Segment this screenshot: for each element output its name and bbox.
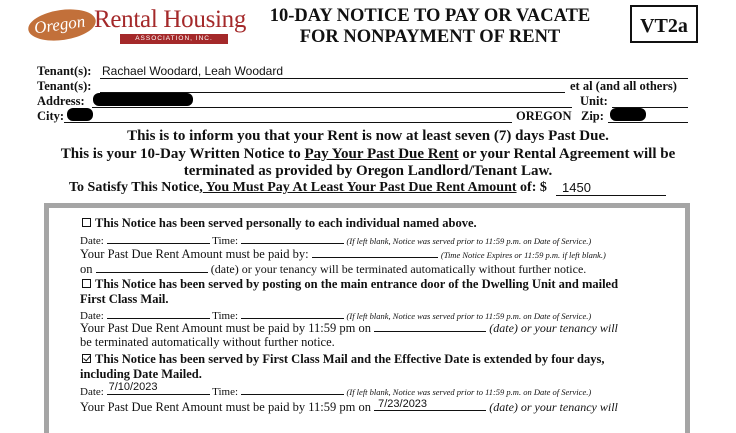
option-mail-service[interactable]: This Notice has been served by First Class Mail and the Effective Date is extended by four days, (82, 352, 604, 367)
tenants-label: Tenant(s): (37, 64, 92, 78)
notice-title-line2: FOR NONPAYMENT OF RENT (299, 27, 561, 47)
zip-line[interactable] (608, 122, 688, 123)
option-posted-service[interactable]: This Notice has been served by posting on the main entrance door of the Dwelling Unit and mailed (82, 277, 618, 292)
city-line[interactable] (64, 122, 512, 123)
address-label: Address: (37, 94, 85, 108)
address-redaction (93, 93, 193, 106)
checkbox-personal-service[interactable] (82, 218, 91, 227)
checkbox-posted-service[interactable] (82, 279, 91, 288)
form-code-box: VT2a (630, 5, 698, 43)
logo-oregon-text: Oregon (32, 11, 87, 38)
notice-title-line1: 10-DAY NOTICE TO PAY OR VACATE (269, 6, 591, 26)
oregon-rental-housing-logo (28, 4, 247, 46)
zip-label: Zip: (581, 109, 604, 123)
option2-line2: First Class Mail. (80, 292, 169, 306)
checkbox-mail-service-checked[interactable] (82, 354, 91, 363)
logo-rental-housing-text: Rental Housing (94, 6, 247, 33)
logo-association-text: ASSOCIATION, INC. (120, 34, 228, 44)
option3-date-row: Date: 7/10/2023 Time: (If left blank, Notice was served prior to 11:59 p.m. on Date of Service.) (80, 381, 592, 398)
satisfy-line: To Satisfy This Notice, You Must Pay At Least Your Past Due Rent Amount of: $ (69, 180, 547, 195)
tenants-value[interactable]: Rachael Woodard, Leah Woodard (102, 64, 284, 78)
option3-service-date: 7/10/2023 (108, 381, 158, 393)
option2-terminated: be terminated automatically without further notice. (80, 335, 335, 349)
city-label: City: (37, 109, 65, 123)
option2-paid-row: Your Past Due Rent Amount must be paid by 11:59 pm on (date) or your tenancy will (80, 321, 618, 335)
state-label: OREGON (516, 109, 572, 123)
option3-line2: including Date Mailed. (80, 367, 202, 381)
past-due-amount[interactable]: 1450 (562, 180, 591, 195)
address-line[interactable] (92, 107, 572, 108)
intro-line2: This is your 10-Day Written Notice to Pay Your Past Due Rent or your Rental Agreement will be (60, 146, 676, 162)
option1-paid-row: Your Past Due Rent Amount must be paid by: (Time Notice Expires or 11:59 p.m. if left blank.) (80, 247, 606, 261)
option1-date-row: Date: Time: (If left blank, Notice was served prior to 11:59 p.m. on Date of Service.) (80, 232, 591, 247)
intro-line1: This is to inform you that your Rent is now at least seven (7) days Past Due. (127, 128, 609, 144)
amount-line (556, 195, 666, 196)
option1-on-row: on (date) or your tenancy will be terminated automatically without further notice. (80, 262, 587, 276)
city-redaction (67, 108, 93, 121)
option-personal-service[interactable]: This Notice has been served personally to each individual named above. (82, 216, 477, 231)
unit-label: Unit: (580, 94, 608, 108)
option3-paid-row: Your Past Due Rent Amount must be paid by 11:59 pm on 7/23/2023 (date) or your tenancy will (80, 398, 618, 414)
pay-past-due-rent-underline: Pay Your Past Due Rent (304, 146, 459, 162)
tenants2-label: Tenant(s): (37, 79, 92, 93)
zip-redaction (610, 108, 646, 121)
intro-line3: terminated as provided by Oregon Landlord/Tenant Law. (183, 163, 553, 179)
option2-date-row: Date: Time: (If left blank, Notice was served prior to 11:59 p.m. on Date of Service.) (80, 307, 591, 322)
option3-paid-date: 7/23/2023 (378, 398, 428, 410)
et-al-label: et al (and all others) (570, 79, 677, 93)
